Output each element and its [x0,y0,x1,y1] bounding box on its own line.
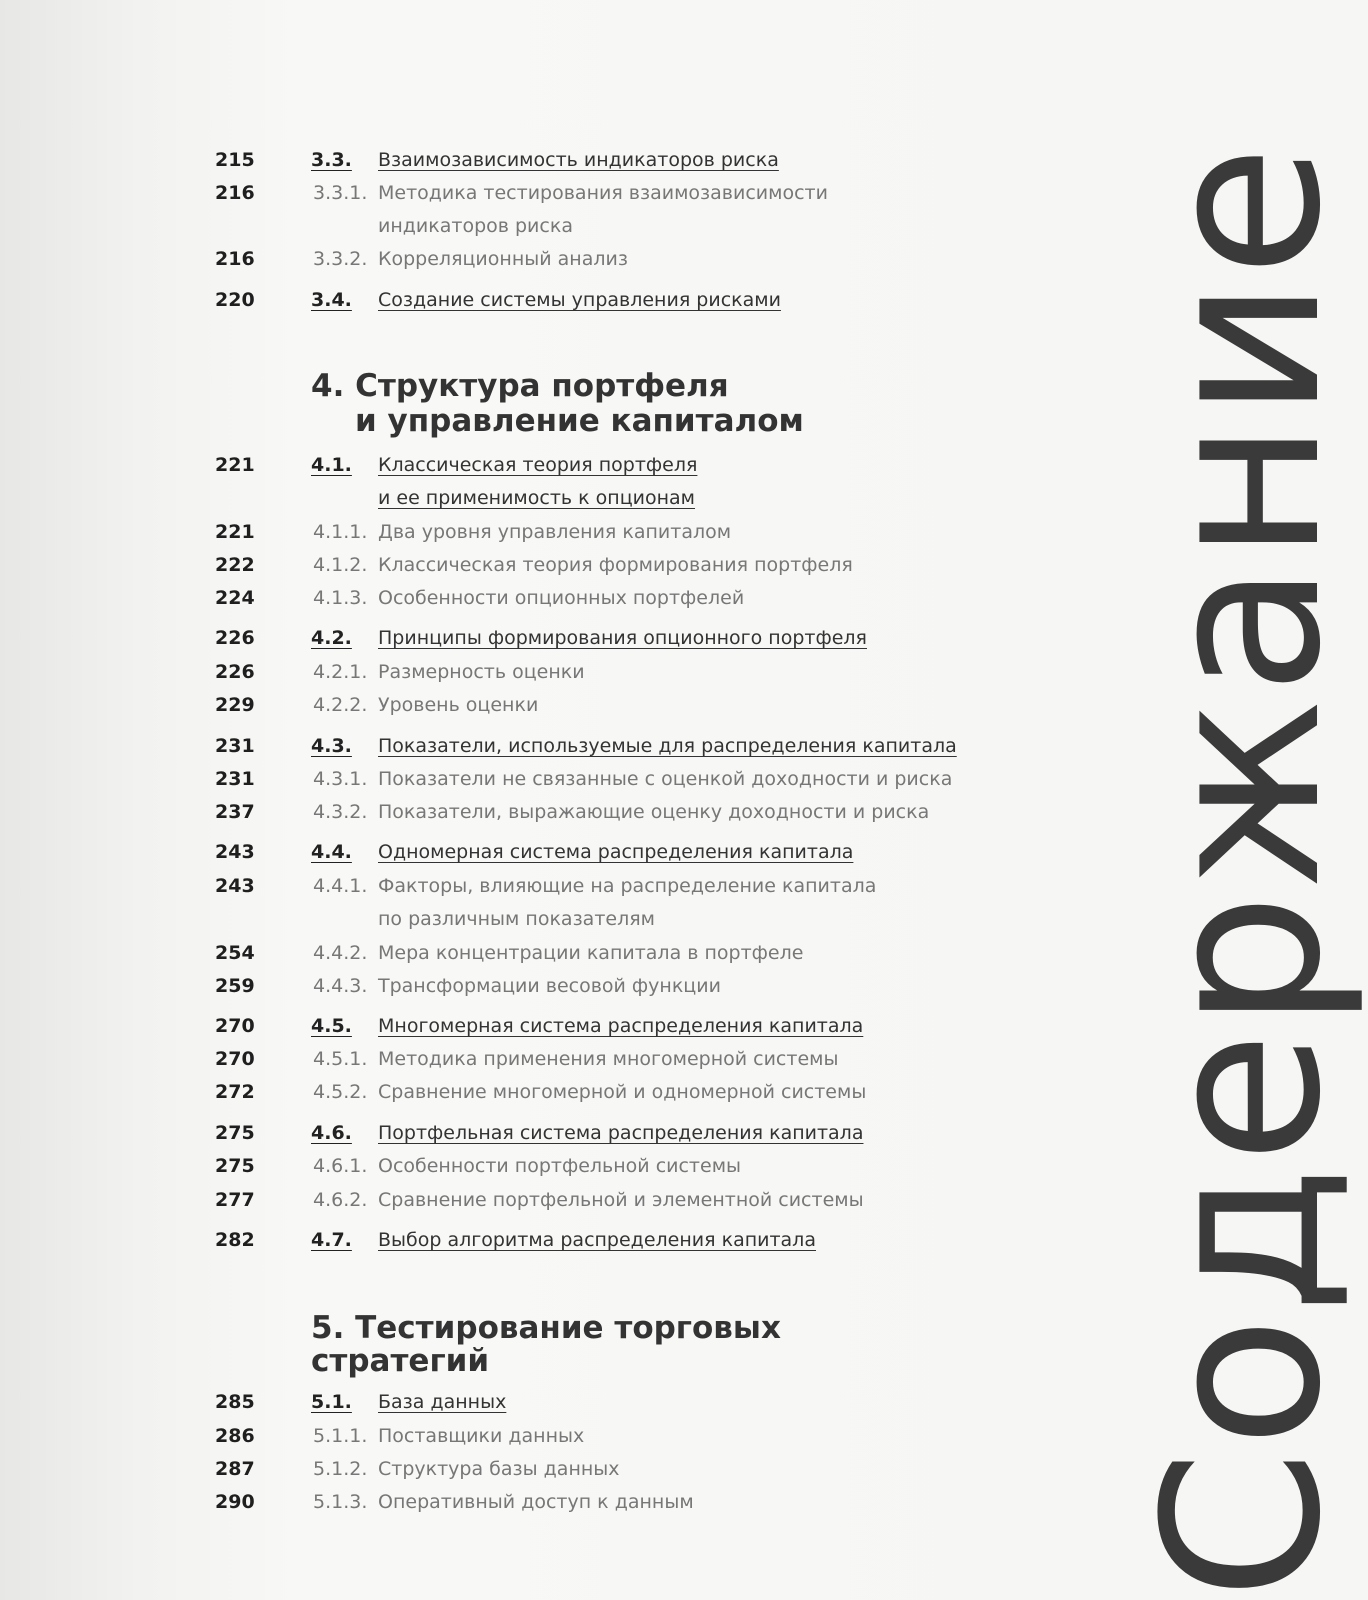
section-number: 4.2.2. [313,694,368,716]
toc-section-4-1[interactable] [0,448,1020,482]
page-number: 221 [215,454,255,476]
section-title: Особенности опционных портфелей [378,587,745,609]
section-title: Портфельная система распределения капитала [378,1122,864,1144]
section-number: 3.4. [311,289,352,311]
section-title: Одномерная система распределения капитала [378,841,854,863]
section-title: Факторы, влияющие на распределение капитала [378,875,877,897]
section-number: 4.7. [311,1229,352,1251]
toc-section-4-3[interactable] [0,729,1020,763]
section-number: 4.3. [311,735,352,757]
section-title: Показатели не связанные с оценкой доходности и риска [378,768,953,790]
section-title: Особенности портфельной системы [378,1155,742,1177]
section-number: 4.1.3. [313,587,368,609]
section-number: 4.6. [311,1122,352,1144]
page-number: 231 [215,768,255,790]
toc-section-3-4[interactable] [0,283,1020,317]
page-number: 275 [215,1122,255,1144]
section-title: Мера концентрации капитала в портфеле [378,942,804,964]
page-number: 282 [215,1229,255,1251]
toc-subsection-4-6-2[interactable] [0,1183,1020,1217]
section-title-continuation: и ее применимость к опционам [378,487,696,509]
page-number: 231 [215,735,255,757]
page-number: 290 [215,1491,255,1513]
page-number: 285 [215,1391,255,1413]
section-number: 4.4. [311,841,352,863]
page-number: 216 [215,182,255,204]
toc-subsection-4-2-2[interactable] [0,688,1020,722]
section-number: 4.5.1. [313,1048,368,1070]
toc-section-4-6[interactable] [0,1116,1020,1150]
page-number: 224 [215,587,255,609]
section-number: 4.1. [311,454,352,476]
section-title: Классическая теория формирования портфеля [378,554,853,576]
section-number: 4.4.3. [313,975,368,997]
section-title-continuation: индикаторов риска [378,215,573,237]
page-number: 226 [215,627,255,649]
page-number: 220 [215,289,255,311]
section-number: 3.3.2. [313,248,368,270]
section-number: 4.4.2. [313,942,368,964]
chapter-4-title-line1: 4. Структура портфеля [311,368,729,404]
toc-section-3-3[interactable] [0,143,1020,177]
page-number: 216 [215,248,255,270]
page-number: 272 [215,1081,255,1103]
section-number: 4.1.1. [313,521,368,543]
section-title: Методика применения многомерной системы [378,1048,839,1070]
section-title: Два уровня управления капиталом [378,521,732,543]
section-number: 4.2.1. [313,661,368,683]
page-number: 243 [215,841,255,863]
section-title: Многомерная система распределения капитала [378,1015,864,1037]
page-number: 287 [215,1458,255,1480]
toc-section-4-7[interactable] [0,1223,1020,1257]
section-number: 4.5.2. [313,1081,368,1103]
toc-subsection-4-6-1[interactable] [0,1149,1020,1183]
toc-subsection-5-1-3[interactable] [0,1485,1020,1519]
section-title: Создание системы управления рисками [378,289,781,311]
chapter-4-title-line2: и управление капиталом [355,403,804,439]
page-number: 221 [215,521,255,543]
page-number: 226 [215,661,255,683]
page-number: 215 [215,149,255,171]
page-number: 229 [215,694,255,716]
chapter-5-title-line1: 5. Тестирование торговых [311,1310,781,1346]
section-number: 5.1.1. [313,1425,368,1447]
toc-section-5-1[interactable] [0,1385,1020,1419]
section-number: 4.3.2. [313,801,368,823]
chapter-5-title-line2: стратегий [311,1343,490,1379]
section-title: Структура базы данных [378,1458,620,1480]
toc-subsection-3-3-2[interactable] [0,242,1020,276]
section-title: Взаимозависимость индикаторов риска [378,149,779,171]
toc-subsection-4-4-1[interactable] [0,869,1020,903]
section-number: 4.3.1. [313,768,368,790]
page-number: 277 [215,1189,255,1211]
page-number: 259 [215,975,255,997]
section-title: Поставщики данных [378,1425,585,1447]
page-number: 254 [215,942,255,964]
section-title: База данных [378,1391,507,1413]
section-title: Классическая теория портфеля [378,454,698,476]
section-number: 5.1.3. [313,1491,368,1513]
section-number: 4.5. [311,1015,352,1037]
toc-subsection-4-1-2[interactable] [0,548,1020,582]
toc-subsection-4-5-1[interactable] [0,1042,1020,1076]
page-number: 237 [215,801,255,823]
section-title: Корреляционный анализ [378,248,628,270]
section-number: 4.2. [311,627,352,649]
section-number: 4.1.2. [313,554,368,576]
toc-subsection-3-3-1[interactable] [0,176,1020,210]
page-number: 286 [215,1425,255,1447]
section-title: Размерность оценки [378,661,585,683]
toc-subsection-5-1-1[interactable] [0,1419,1020,1453]
toc-subsection-4-1-3[interactable] [0,581,1020,615]
section-number: 5.1.2. [313,1458,368,1480]
toc-subsection-4-3-1[interactable] [0,762,1020,796]
toc-subsection-4-4-3[interactable] [0,969,1020,1003]
toc-subsection-4-2-1[interactable] [0,655,1020,689]
section-number: 3.3. [311,149,352,171]
section-title: Сравнение портфельной и элементной системы [378,1189,864,1211]
section-title: Показатели, выражающие оценку доходности и риска [378,801,930,823]
section-title: Оперативный доступ к данным [378,1491,694,1513]
section-number: 4.6.1. [313,1155,368,1177]
toc-section-4-5[interactable] [0,1009,1020,1043]
toc-subsection-4-4-2[interactable] [0,936,1020,970]
section-title: Принципы формирования опционного портфеля [378,627,867,649]
section-number: 4.4.1. [313,875,368,897]
section-title: Выбор алгоритма распределения капитала [378,1229,816,1251]
section-title: Методика тестирования взаимозависимости [378,182,828,204]
toc-subsection-4-1-1[interactable] [0,515,1020,549]
toc-subsection-5-1-2[interactable] [0,1452,1020,1486]
section-number: 3.3.1. [313,182,368,204]
toc-subsection-4-3-2[interactable] [0,795,1020,829]
page-number: 243 [215,875,255,897]
section-title-continuation: по различным показателям [378,908,655,930]
section-number: 5.1. [311,1391,352,1413]
section-title: Уровень оценки [378,694,539,716]
toc-section-4-4[interactable] [0,835,1020,869]
vertical-heading-text: Содержание [1117,142,1368,1600]
page-number: 275 [215,1155,255,1177]
section-title: Трансформации весовой функции [378,975,721,997]
section-title: Сравнение многомерной и одномерной системы [378,1081,867,1103]
page-number: 222 [215,554,255,576]
section-number: 4.6.2. [313,1189,368,1211]
section-title: Показатели, используемые для распределения капитала [378,735,957,757]
toc-subsection-4-5-2[interactable] [0,1075,1020,1109]
page-number: 270 [215,1015,255,1037]
toc-section-4-2[interactable] [0,621,1020,655]
vertical-heading [1000,0,1368,1600]
page-number: 270 [215,1048,255,1070]
